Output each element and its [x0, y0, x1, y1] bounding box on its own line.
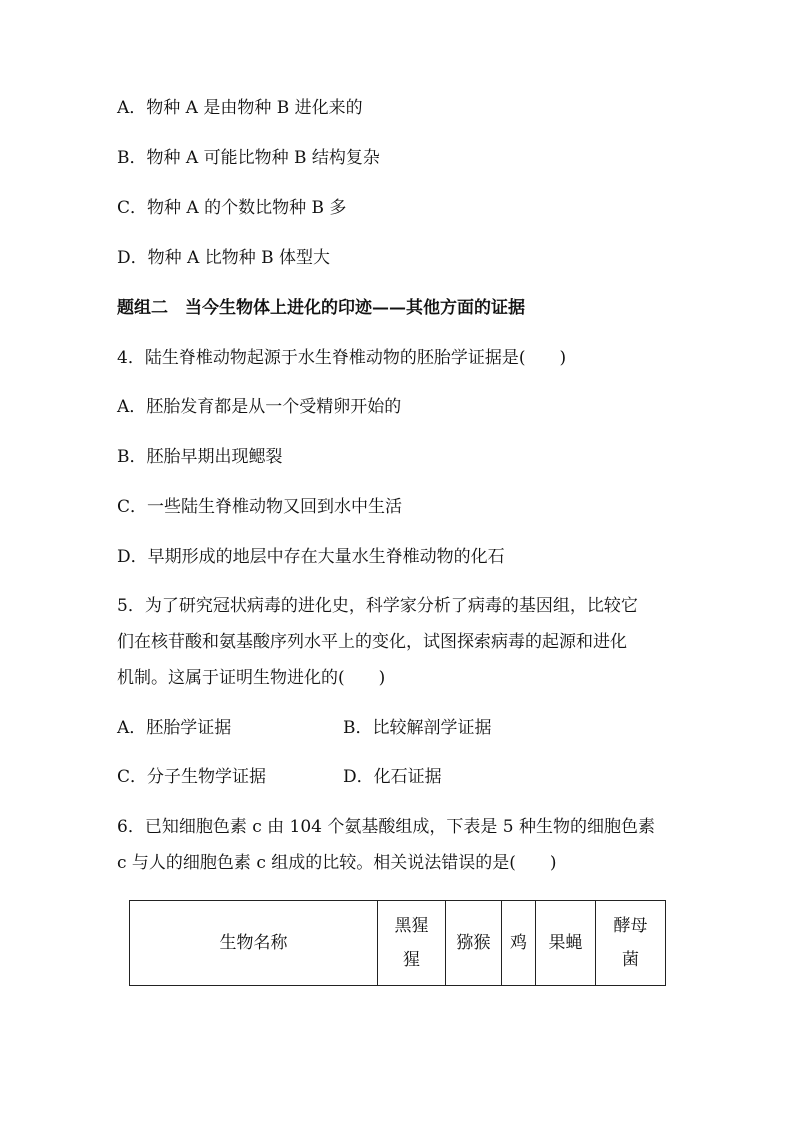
- q5-option-d: D．化石证据: [343, 767, 442, 787]
- comparison-table: [129, 900, 666, 986]
- table-col-fruitfly: [536, 901, 596, 986]
- q5-stem-line1: 5．为了研究冠状病毒的进化史，科学家分析了病毒的基因组，比较它: [117, 596, 638, 616]
- table-col-chimpanzee: [378, 901, 446, 986]
- chimpanzee-line2: 猩: [403, 950, 420, 970]
- q4-stem: 4．陆生脊椎动物起源于水生脊椎动物的胚胎学证据是( ): [117, 348, 567, 368]
- q3-option-b: B．物种 A 可能比物种 B 结构复杂: [117, 148, 380, 168]
- q5-option-b: B．比较解剖学证据: [343, 718, 492, 738]
- q5-stem-line2: 们在核苷酸和氨基酸序列水平上的变化，试图探索病毒的起源和进化: [117, 632, 627, 652]
- q4-option-b: B．胚胎早期出现鳃裂: [117, 447, 283, 467]
- table-col-chicken: [502, 901, 536, 986]
- q6-stem-line1: 6．已知细胞色素 c 由 104 个氨基酸组成，下表是 5 种生物的细胞色素: [117, 817, 656, 837]
- table-header-species-name: [130, 901, 378, 986]
- q4-option-c: C．一些陆生脊椎动物又回到水中生活: [117, 497, 403, 517]
- table-header-row: [130, 901, 666, 986]
- table-header-label: 生物名称: [219, 933, 288, 953]
- yeast-line2: 菌: [622, 950, 639, 970]
- macaque-label: 猕猴: [456, 933, 491, 953]
- q6-stem-line2: c 与人的细胞色素 c 组成的比较。相关说法错误的是( ): [117, 853, 557, 873]
- q4-option-d: D．早期形成的地层中存在大量水生脊椎动物的化石: [117, 547, 505, 567]
- q3-option-a: A．物种 A 是由物种 B 进化来的: [117, 98, 363, 118]
- table-col-macaque: [446, 901, 502, 986]
- chimpanzee-line1: 黑猩: [394, 916, 429, 936]
- table-col-yeast: [596, 901, 666, 986]
- q5-option-c: C．分子生物学证据: [117, 767, 267, 787]
- chicken-label: 鸡: [510, 933, 527, 953]
- q4-option-a: A．胚胎发育都是从一个受精卵开始的: [117, 397, 402, 417]
- yeast-line1: 酵母: [613, 916, 648, 936]
- q3-option-d: D．物种 A 比物种 B 体型大: [117, 248, 331, 268]
- q5-option-a: A．胚胎学证据: [117, 718, 232, 738]
- section-title: 题组二 当今生物体上进化的印迹——其他方面的证据: [117, 298, 525, 318]
- q5-stem-line3: 机制。这属于证明生物进化的( ): [117, 668, 386, 688]
- q3-option-c: C．物种 A 的个数比物种 B 多: [117, 198, 347, 218]
- fruitfly-label: 果蝇: [548, 933, 583, 953]
